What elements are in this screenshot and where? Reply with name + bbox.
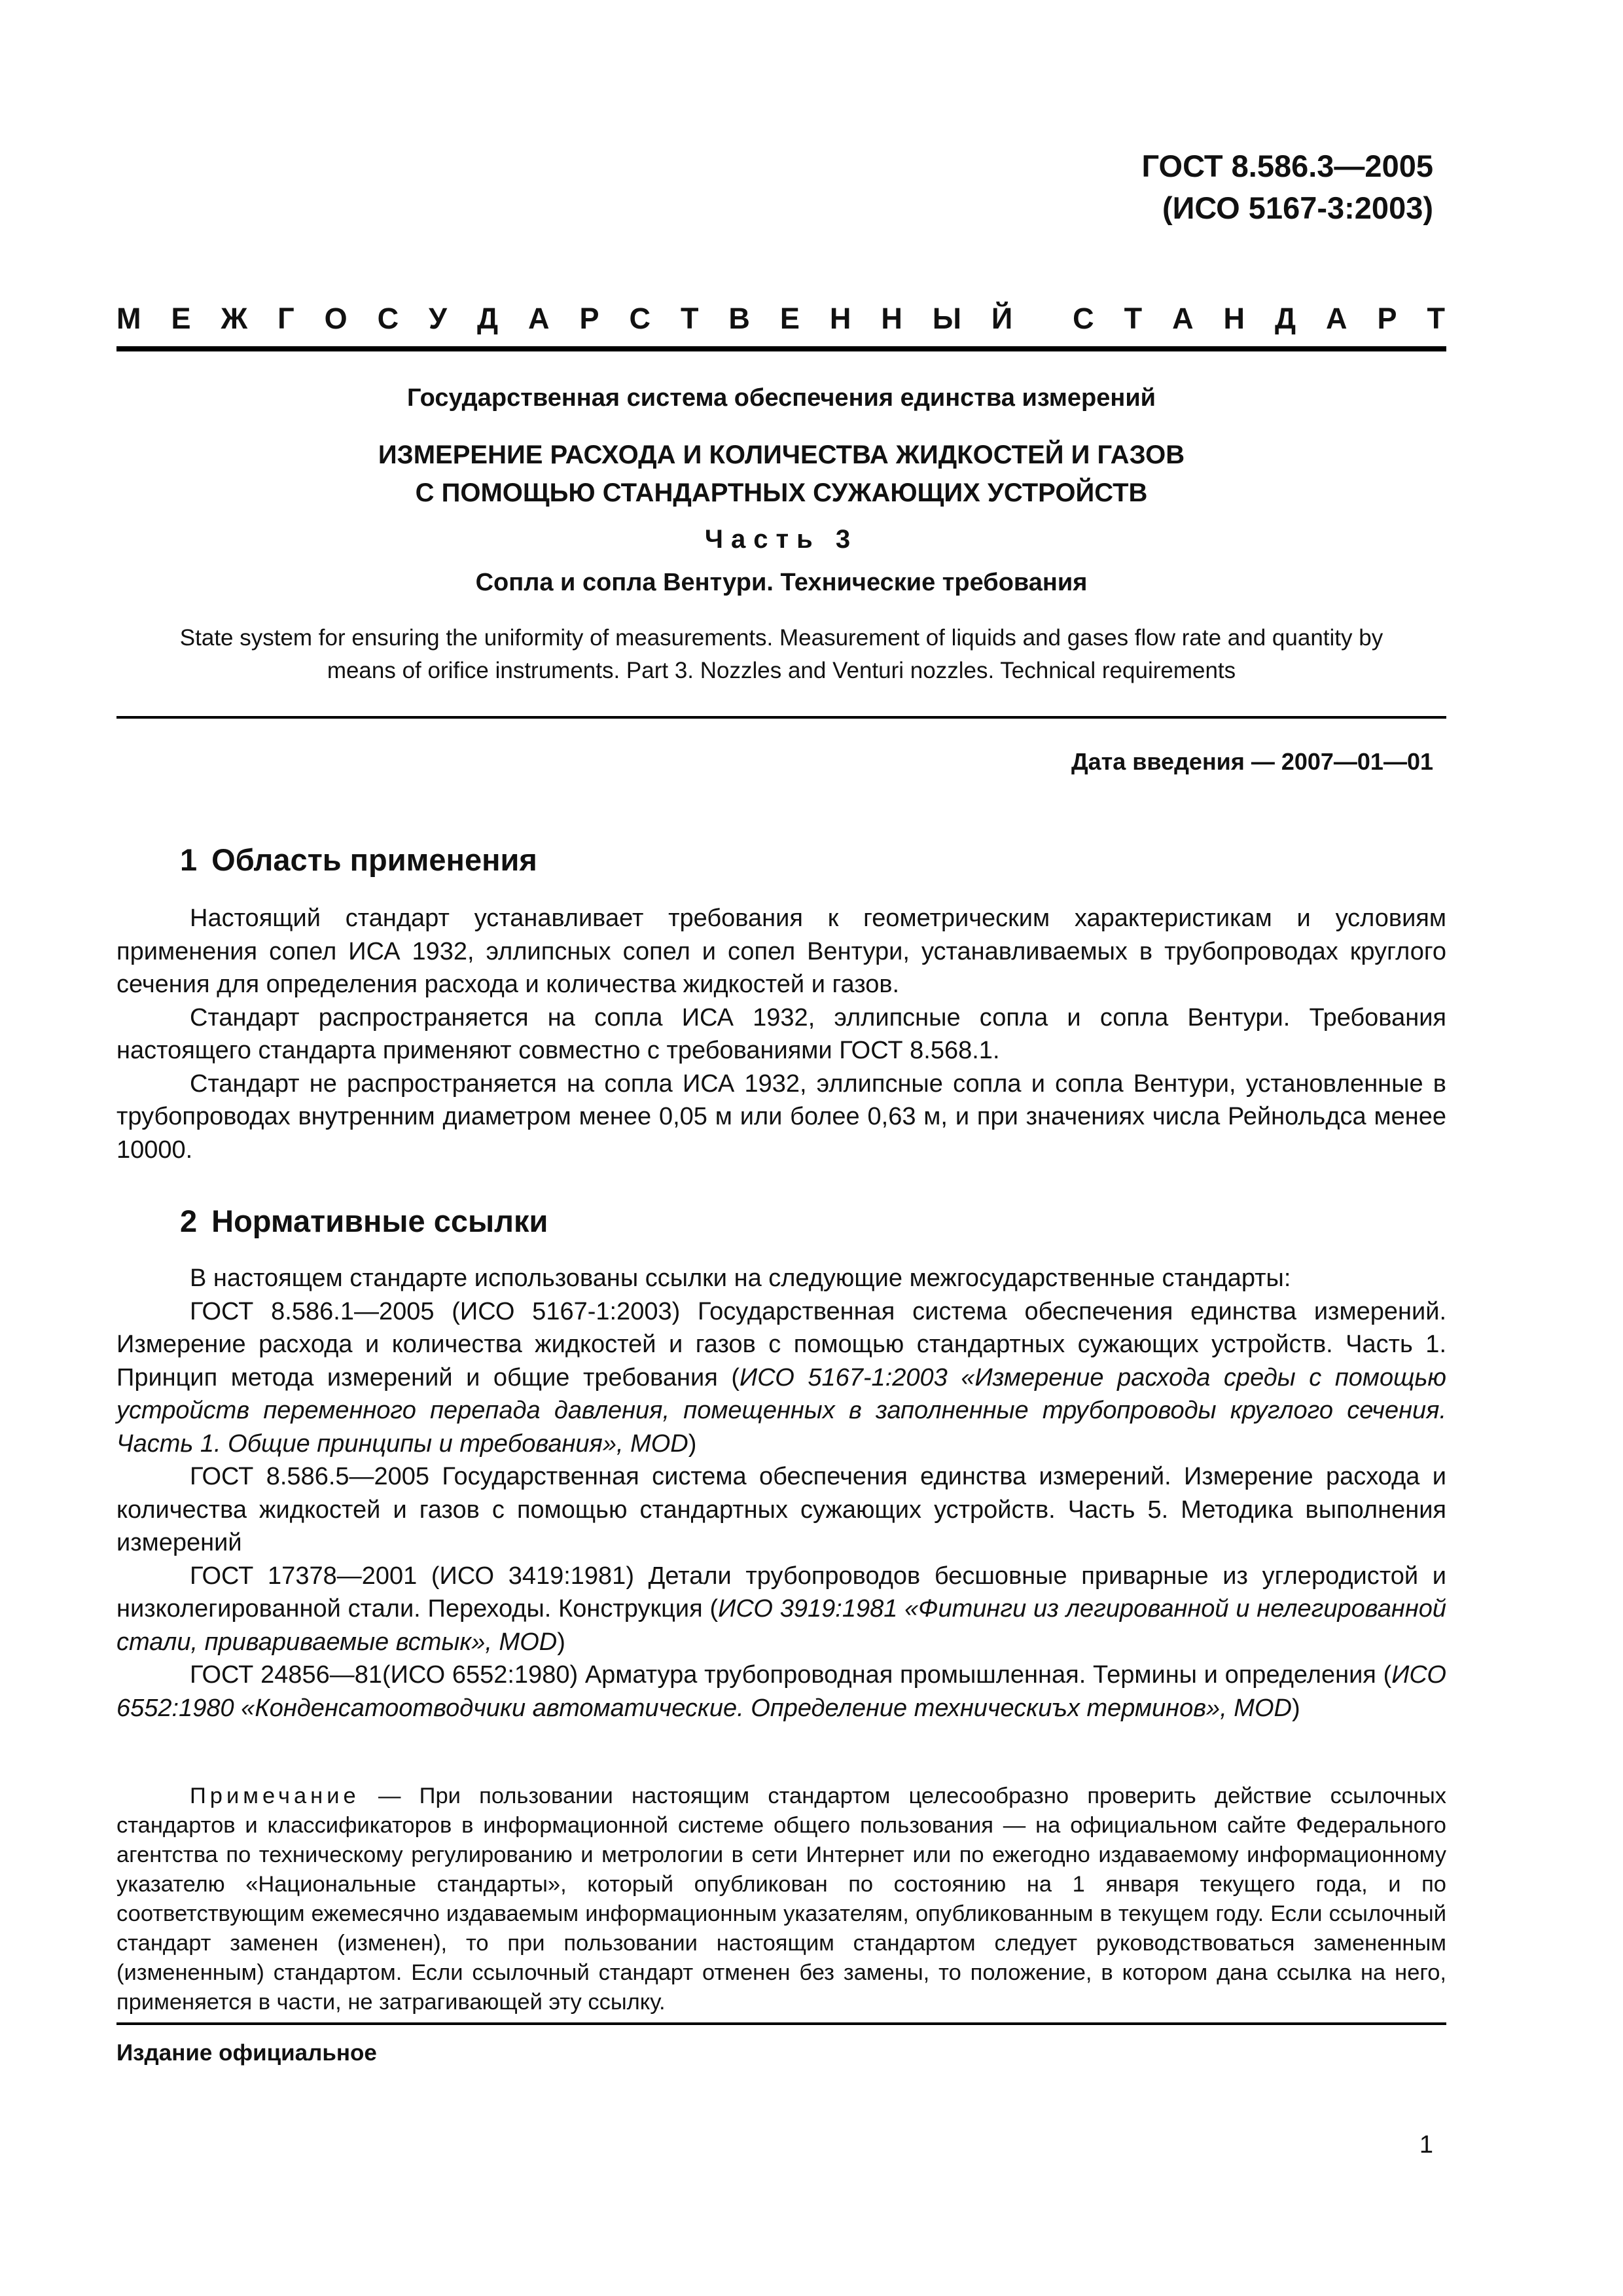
header-letter: Р [579,302,599,335]
gost-code-line2: (ИСО 5167-3:2003) [1162,190,1433,225]
main-title-line1: ИЗМЕРЕНИЕ РАСХОДА И КОЛИЧЕСТВА ЖИДКОСТЕЙ И ГАЗОВ [378,440,1185,469]
part-label: Часть 3 [704,525,859,554]
introduction-date: Дата введения — 2007—01—01 [1071,748,1433,775]
part-title: Сопла и сопла Вентури. Технические требования [475,569,1088,596]
normative-reference: ГОСТ 17378—2001 (ИСО 3419:1981) Детали трубопроводов бесшовные приварные из углеродистой и низколегированной стали. Переходы. Конструкция (ИСО 3919:1981 «Фитинги из легированной и нелегированной стали, привариваемые встык», MOD) [116,1562,1446,1656]
header-letter: А [528,302,550,335]
main-title [116,436,1446,512]
header-letter: Т [680,302,699,335]
header-letter: Г [277,302,294,335]
section-2-number: 2 [180,1204,198,1238]
header-letter: А [1326,302,1347,335]
header-letter: М [116,302,141,335]
header-letter: О [324,302,348,335]
note-text: — При пользовании настоящим стандартом целесообразно проверить действие ссылочных стандартов и классификаторов в информационной системе общего пользования — на официальном сайте Федерального агентства по техническому регулированию и метрологии в сети Интернет или по ежегодно издаваемому информационному указателю «Национальные стандарты», который опубликован по состоянию на 1 января текущего года, и по соответствующим ежемесячно издаваемым информационным указателям, опубликованным в текущем году. Если ссылочный стандарт заменен (изменен), то при пользовании настоящим стандартом следует руководствоваться замененным (измененным) стандартом. Если ссылочный стандарт отменен без замены, то положение, в котором дана ссылка на него, применяется в части, не затрагивающей эту ссылку. [116,1784,1446,2015]
english-title-line2: means of orifice instruments. Part 3. Nozzles and Venturi nozzles. Technical requirements [327,658,1236,683]
english-title [116,622,1446,687]
main-title-line2: С ПОМОЩЬЮ СТАНДАРТНЫХ СУЖАЮЩИХ УСТРОЙСТВ [415,478,1148,507]
section-2-body [116,1262,1446,1725]
note [116,1782,1446,2017]
header-letter: Й [991,302,1013,335]
official-edition-label: Издание официальное [116,2040,377,2066]
header-letter: Н [881,302,902,335]
header-letter: Н [1223,302,1245,335]
note-paragraph [116,1782,1446,2017]
section-1-paragraph: Стандарт не распространяется на сопла ИСА 1932, эллипсные сопла и сопла Вентури, установленные в трубопроводах внутренним диаметром менее 0,05 м или более 0,63 м, и при значениях числа Рейнольдса менее 10000. [116,1069,1446,1164]
header-letter: Ы [932,302,961,335]
section-1-body [116,902,1446,1166]
section-1-heading [180,840,537,880]
section-1-paragraph: Стандарт распространяется на сопла ИСА 1932, эллипсные сопла и сопла Вентури. Требования настоящего стандарта применяют совместно с требованиями ГОСТ 8.568.1. [116,1003,1446,1064]
header-letter: С [1073,302,1094,335]
header-letter: Е [171,302,191,335]
header-rule [116,346,1446,351]
note-label: Примечание [190,1784,360,1808]
gost-code [1142,145,1434,229]
header-letter: У [429,302,448,335]
header-letter: А [1172,302,1194,335]
normative-reference: ГОСТ 24856—81(ИСО 6552:1980) Арматура трубопроводная промышленная. Термины и определения (ИСО 6552:1980 «Конденсатоотводчики автоматические. Определение техническиъх терминов», MOD) [116,1661,1446,1722]
system-subtitle: Государственная система обеспечения единства измерений [406,384,1156,412]
interstate-standard-header [116,301,1445,336]
header-letter: Т [1427,302,1445,335]
section-2-heading [180,1202,548,1241]
section-2-intro: В настоящем стандарте использованы ссылки на следующие межгосударственные стандарты: [190,1265,1291,1292]
header-letter: Д [477,302,499,335]
header-letter: Н [829,302,851,335]
header-letter: Ж [221,302,248,335]
header-letter: С [377,302,399,335]
header-letter: Т [1124,302,1143,335]
normative-reference: ГОСТ 8.586.5—2005 Государственная система обеспечения единства измерений. Измерение расхода и количества жидкостей и газов с помощью стандартных сужающих устройств. Часть 5. Методика выполнения измерений [116,1463,1446,1556]
section-1-paragraph: Настоящий стандарт устанавливает требования к геометрическим характеристикам и условиям применения сопел ИСА 1932, эллипсных сопел и сопел Вентури, устанавливаемых в трубопроводах круглого сечения для определения расхода и количества жидкостей и газов. [116,905,1446,998]
footer-rule [116,2022,1446,2025]
section-1-number: 1 [180,842,198,877]
normative-reference: ГОСТ 8.586.1—2005 (ИСО 5167-1:2003) Государственная система обеспечения единства измерений. Измерение расхода и количества жидкостей и газов с помощью стандартных сужающих устройств. Часть 1. Принцип метода измерений и общие требования (ИСО 5167-1:2003 «Измерение расхода среды с помощью устройств переменного перепада давления, помещенных в заполненные трубопроводы круглого сечения. Часть 1. Общие принципы и требования», MOD) [116,1297,1446,1458]
gost-code-line1: ГОСТ 8.586.3—2005 [1141,149,1433,183]
section-2-title: Нормативные ссылки [211,1204,548,1238]
page-number: 1 [1419,2131,1433,2159]
header-letter: В [728,302,750,335]
english-title-line1: State system for ensuring the uniformity of measurements. Measurement of liquids and gases flow rate and quantity by [179,625,1383,651]
header-letter: Д [1275,302,1296,335]
title-rule [116,716,1446,719]
section-1-title: Область применения [211,842,537,877]
header-letter: Е [779,302,800,335]
header-letter: С [629,302,651,335]
header-letter: Р [1377,302,1397,335]
